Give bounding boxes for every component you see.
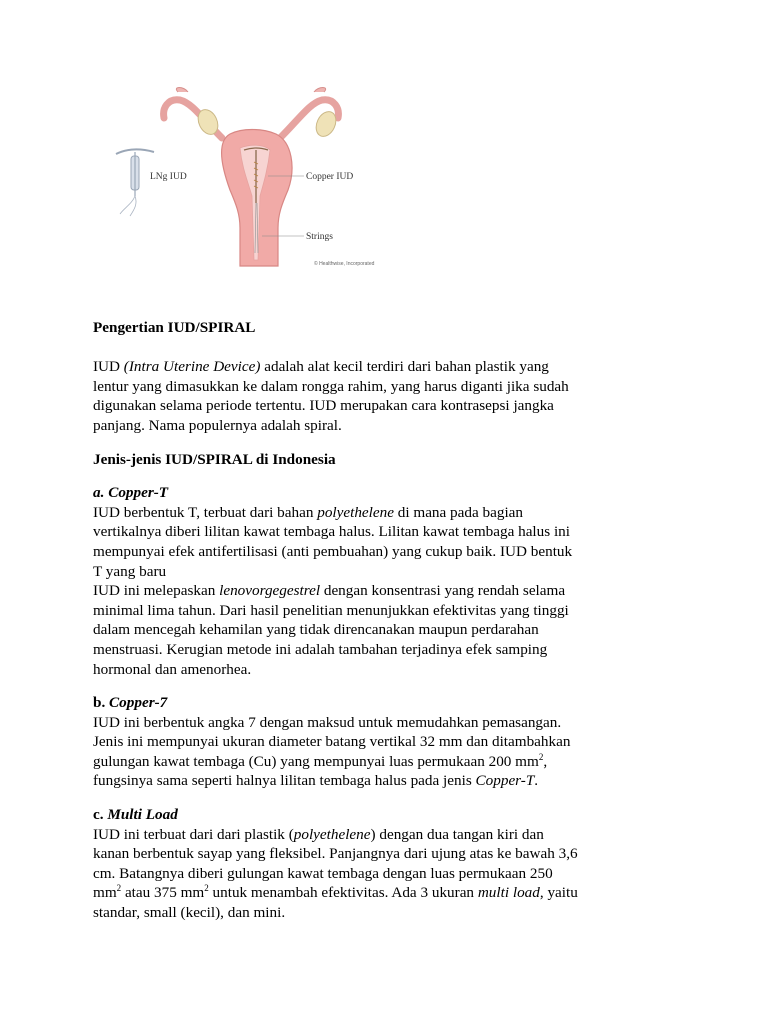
body-text: mm bbox=[93, 884, 117, 902]
intro-line: digunakan selama periode tertentu. IUD merupakan cara kontrasepsi jangka bbox=[93, 397, 554, 415]
body-text: IUD berbentuk T, terbuat dari bahan bbox=[93, 503, 318, 521]
body-line: IUD ini berbentuk angka 7 dengan maksud untuk memudahkan pemasangan. bbox=[93, 713, 562, 731]
intro-text-cont: adalah alat kecil terdiri dari bahan plastik yang bbox=[260, 358, 549, 376]
section-heading-jenis: Jenis-jenis IUD/SPIRAL di Indonesia bbox=[93, 450, 336, 468]
body-line: T yang baru bbox=[93, 562, 167, 580]
body-text: , yaitu bbox=[539, 884, 578, 902]
body-line: minimal lima tahun. Dari hasil penelitian menunjukkan efektivitas yang tinggi bbox=[93, 601, 569, 619]
body-text: ) dengan dua tangan kiri dan bbox=[370, 825, 544, 843]
body-line: hormonal dan amenorhea. bbox=[93, 660, 252, 678]
image-credit: © Healthwise, Incorporated bbox=[314, 261, 375, 267]
body-line: vertikalnya diberi lilitan kawat tembaga halus. Lilitan kawat tembaga halus ini bbox=[93, 523, 570, 541]
body-line: cm. Batangnya diberi gulungan kawat tembaga dengan luas permukaan 250 bbox=[93, 864, 553, 882]
body-text: . bbox=[534, 772, 539, 790]
body-line: standar, small (kecil), dan mini. bbox=[93, 904, 286, 922]
strings-label: Strings bbox=[306, 232, 333, 242]
body-text: untuk menambah efektivitas. Ada 3 ukuran bbox=[208, 884, 478, 902]
superscript: 2 bbox=[116, 883, 122, 894]
lng-iud-device bbox=[116, 149, 154, 216]
subheading-prefix: b. bbox=[93, 694, 110, 712]
body-text: dengan konsentrasi yang rendah selama bbox=[320, 582, 566, 600]
body-text: , bbox=[543, 752, 548, 770]
body-line: Jenis ini mempunyai ukuran diameter batang vertikal 32 mm dan ditambahkan bbox=[93, 733, 571, 751]
lng-iud-label: LNg IUD bbox=[150, 172, 187, 182]
superscript: 2 bbox=[204, 883, 209, 894]
superscript: 2 bbox=[538, 751, 544, 762]
term-polyethelene: polyethelene bbox=[317, 503, 394, 521]
subheading-multi-load: Multi Load bbox=[107, 806, 178, 824]
document-body bbox=[93, 318, 683, 923]
body-text: IUD ini melepaskan bbox=[93, 582, 220, 600]
term-polyethelene: polyethelene bbox=[293, 825, 371, 843]
subheading-copper-7: Copper-7 bbox=[109, 694, 168, 712]
body-text: atau 375 mm bbox=[121, 884, 205, 902]
section-multi-load bbox=[93, 805, 683, 923]
subheading-copper-t: a. Copper-T bbox=[93, 484, 169, 502]
section-heading-pengertian: Pengertian IUD/SPIRAL bbox=[93, 319, 256, 336]
body-text: di mana pada bagian bbox=[393, 503, 524, 521]
intro-line: panjang. Nama populernya adalah spiral. bbox=[93, 416, 342, 434]
body-text: gulungan kawat tembaga (Cu) yang mempunyai luas permukaan 200 mm bbox=[93, 752, 539, 770]
body-line: kanan berbentuk sayap yang fleksibel. Panjangnya dari ujung atas ke bawah 3,6 bbox=[93, 845, 578, 863]
body-text: fungsinya sama seperti halnya lilitan tembaga halus pada jenis bbox=[93, 772, 476, 790]
term-lenovorgegestrel: lenovorgegestrel bbox=[219, 582, 321, 600]
subheading-prefix: c. bbox=[93, 806, 108, 824]
copper-iud-label: Copper IUD bbox=[306, 172, 354, 182]
term-multi-load: multi load bbox=[477, 884, 540, 902]
body-text: IUD ini terbuat dari dari plastik ( bbox=[93, 825, 294, 843]
body-line: menstruasi. Kerugian metode ini adalah tambahan terjadinya efek samping bbox=[93, 640, 548, 658]
paragraph-intro bbox=[93, 357, 683, 435]
uterus-iud-illustration bbox=[92, 78, 392, 273]
intro-term: (Intra Uterine Device) bbox=[123, 358, 261, 376]
intro-line: lentur yang dimasukkan ke dalam rongga rahim, yang harus diganti jika sudah bbox=[93, 377, 569, 395]
body-line: dalam mencegah kehamilan yang tidak direncanakan maupun perdarahan bbox=[93, 621, 539, 639]
intro-text: IUD bbox=[93, 358, 124, 376]
section-copper-7 bbox=[93, 693, 683, 791]
term-copper-t: Copper-T bbox=[475, 772, 535, 790]
section-copper-t bbox=[93, 483, 683, 679]
body-line: mempunyai efek antifertilisasi (anti pembuahan) yang cukup baik. IUD bentuk bbox=[93, 542, 573, 560]
